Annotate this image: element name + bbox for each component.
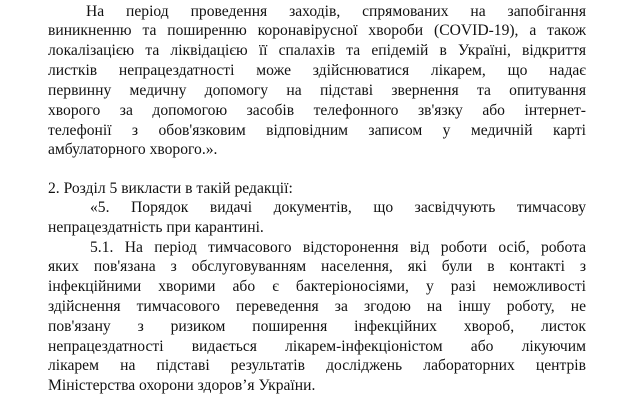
text-line: яких пов'язана з обслуговуванням населення, які були в контакті з [48,258,586,275]
text-line: локалізацією та ліквідацією її спалахів та епідемій в Україні, відкриття [48,42,586,59]
text-line: 5.1. На період тимчасового відсторонення від роботи осіб, робота [90,239,586,256]
text-line: непрацездатності видається лікарем-інфекціоністом або лікуючим [48,338,586,355]
section-title-line: непрацездатність при карантині. [48,219,264,236]
text-line: первинну медичну допомогу на підставі звернення та опитування [48,82,586,99]
text-line: амбулаторного хворого.». [48,141,218,158]
text-line: хворого за допомогою засобів телефонного зв'язку або інтернет- [48,102,586,119]
section-title-line: «5. Порядок видачі документів, що засвідчують тимчасову [90,199,586,216]
text-line: інфекційними хворими або є бактеріоносіями, у разі неможливості [48,278,586,295]
text-line: На період проведення заходів, спрямованих на запобігання [86,3,586,20]
list-item-heading: 2. Розділ 5 викласти в такій редакції: [48,180,293,197]
text-line: виникненню та поширенню коронавірусної хвороби (COVID-19), а також [48,22,586,39]
text-line: Міністерства охорони здоров’я України. [48,377,316,394]
text-line: пов'язану з ризиком поширення інфекційних хвороб, листок [48,318,586,335]
text-line: телефонії з обов'язковим відповідним записом у медичній карті [48,122,586,139]
text-line: листків непрацездатності може здійснюватися лікарем, що надає [48,62,586,79]
text-line: лікарем на підставі результатів досліджень лабораторних центрів [48,357,586,374]
text-line: здійснення тимчасового переведення за згодою на іншу роботу, не [48,298,586,315]
